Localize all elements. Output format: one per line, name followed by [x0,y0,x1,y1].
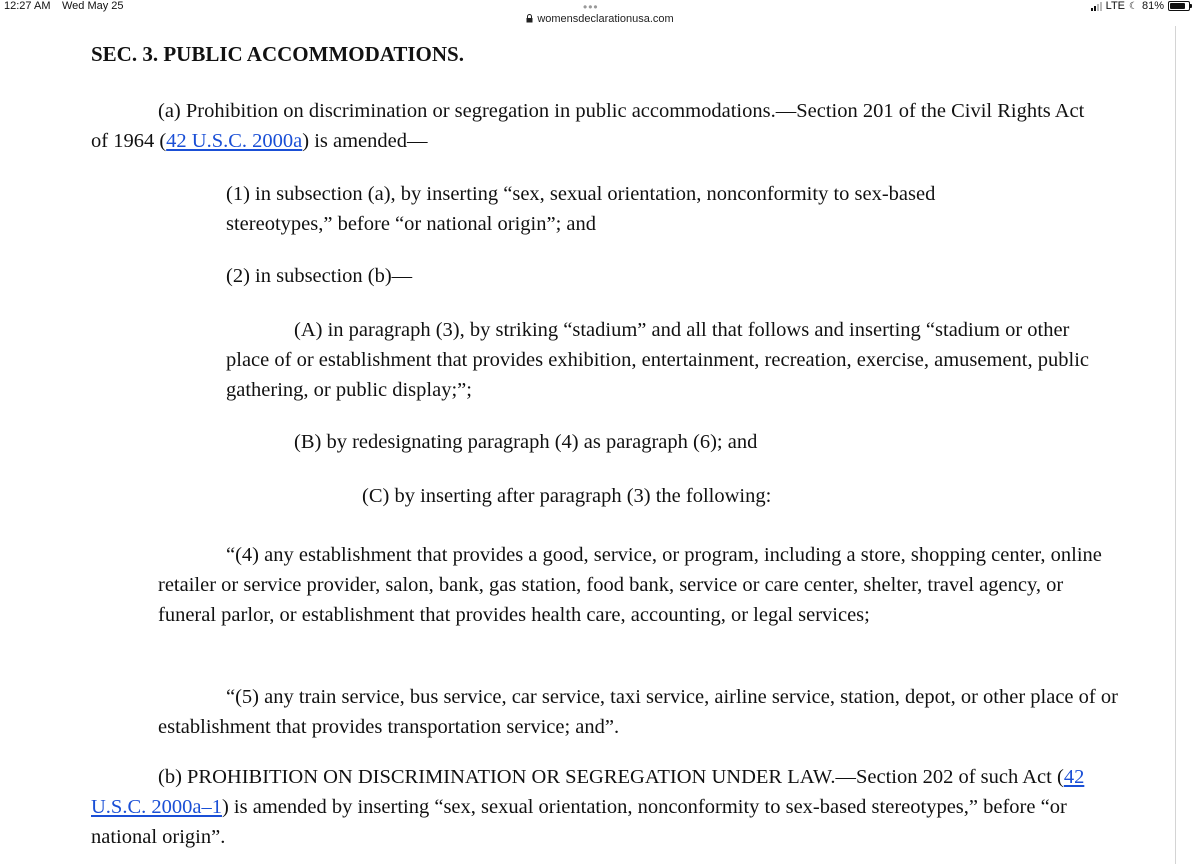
quote-paragraph-4: “(4) any establishment that provides a good, service, or program, including a store, shopping center, online retailer or service provider, salon, bank, gas station, food bank, service or care center, shelter, travel agency, or funeral parlor, or establishment that provides health care, accounting, or legal services; [158,544,1102,626]
item-2: (2) in subsection (b)— [226,265,413,287]
item-1: (1) in subsection (a), by inserting “sex, sexual orientation, nonconformity to sex-based stereotypes,” before “or national origin”; and [226,183,936,235]
status-right [1091,0,1190,12]
item-B: (B) by redesignating paragraph (4) as paragraph (6); and [294,431,758,453]
url-text: womensdeclarationusa.com [537,13,674,25]
signal-icon [1091,1,1102,11]
status-time: 12:27 AM [4,0,51,12]
battery-icon [1168,1,1190,11]
network-label: LTE [1105,0,1125,12]
battery-percent: 81% [1141,0,1164,12]
item-C: (C) by inserting after paragraph (3) the following: [362,485,772,507]
link-42-usc-2000a[interactable]: 42 U.S.C. 2000a [166,130,303,152]
moon-icon: ☾ [1129,0,1138,12]
status-bar [0,0,1200,25]
link-42-usc-2000a-1[interactable]: 42 U.S.C. 2000a–1 [91,766,1085,818]
quote-paragraph-5: “(5) any train service, bus service, car service, taxi service, airline service, station, depot, or other place of or establishment that provides transportation service; and”. [158,686,1118,738]
tab-overview-dots[interactable]: ••• [583,0,599,14]
item-A: (A) in paragraph (3), by striking “stadium” and all that follows and inserting “stadium or other place of or establishment that provides exhibition, entertainment, recreation, exercise, amusement, public gathering, or public display;”; [226,319,1089,401]
status-date: Wed May 25 [62,0,124,12]
paragraph-b: (b) PROHIBITION ON DISCRIMINATION OR SEGREGATION UNDER LAW.—Section 202 of such Act (42 U.S.C. 2000a–1) is amended by inserting “sex, sexual orientation, nonconformity to sex-based stereotypes,” before “or national origin”. [91,766,1085,848]
paragraph-a: (a) Prohibition on discrimination or segregation in public accommodations.—Section 201 of the Civil Rights Act of 1964 (42 U.S.C. 2000a) is amended— [91,100,1085,152]
address-bar[interactable] [0,13,1200,25]
page-border [1175,26,1176,864]
section-heading: SEC. 3. PUBLIC ACCOMMODATIONS. [91,42,464,66]
lock-icon [526,14,533,23]
